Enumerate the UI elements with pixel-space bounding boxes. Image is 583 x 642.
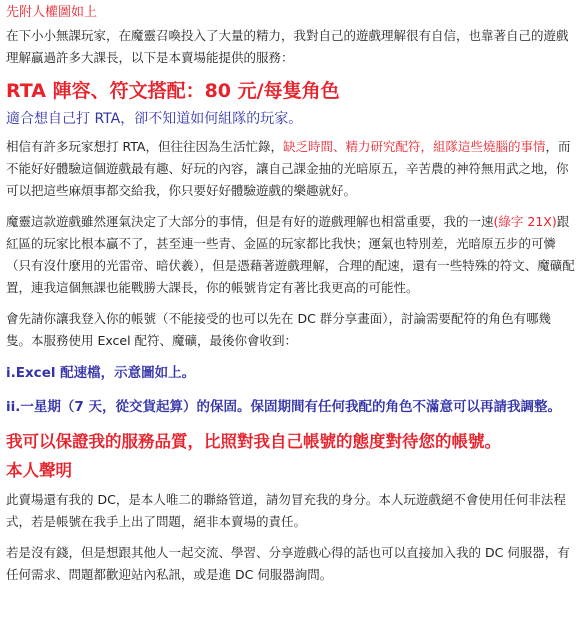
- declaration-title: 本人聲明: [6, 461, 72, 480]
- service-title: RTA 陣容、符文搭配：80 元/每隻角色: [6, 80, 340, 102]
- paragraph-time-a: 相信有許多玩家想打 RTA，但往往因為生活忙錄，: [6, 139, 283, 154]
- paragraph-time-highlight: 缺乏時間、精力研究配符，組隊這些燒腦的事情: [282, 139, 546, 154]
- paragraph-time-c: ，而不能好好體驗這個遊戲最有趣、好玩的內容，讓自己課金抽的光暗原五，辛苦農的神符無用武之地，你可以把這些麻煩事都交給我，你只要好好體驗遊戲的樂趣就好。: [6, 139, 571, 198]
- paragraph-time: [6, 136, 575, 202]
- deliverable-excel: i.Excel 配速檔，示意圖如上。: [6, 365, 196, 381]
- paragraph-skill: [6, 211, 575, 299]
- paragraph-skill-highlight: (綠字 21X): [493, 214, 557, 229]
- intro-paragraph: 在下小小無課玩家，在魔靈召喚投入了大量的精力，我對自己的遊戲理解很有自信，也靠著自己的遊戲理解贏過許多大課長，以下是本賣場能提供的服務：: [6, 28, 569, 65]
- deliverable-warranty: ii.一星期（7 天，從交貨起算）的保固。保固期間有任何我配的角色不滿意可以再請我調整。: [6, 399, 561, 415]
- paragraph-skill-a: 魔靈這款遊戲雖然運氣決定了大部分的事情，但是有好的遊戲理解也相當重要，我的一速: [6, 214, 494, 229]
- service-subtitle: 適合想自己打 RTA，卻不知道如何組隊的玩家。: [6, 111, 303, 127]
- permission-note: 先附人權圖如上: [6, 5, 98, 20]
- declaration-paragraph-1: 此賣場還有我的 DC，是本人唯二的聯絡管道，請勿冒充我的身分。本人玩遊戲絕不會使用任何非法程式，若是帳號在我手上出了問題，絕非本賣場的責任。: [6, 492, 566, 529]
- paragraph-process: 會先請你讓我登入你的帳號（不能接受的也可以先在 DC 群分享畫面），討論需要配符的角色有哪幾隻。本服務使用 Excel 配符、魔礦，最後你會收到：: [6, 311, 552, 348]
- quality-guarantee: 我可以保證我的服務品質，比照對我自己帳號的態度對待您的帳號。: [6, 432, 501, 451]
- declaration-paragraph-2: 若是沒有錢，但是想跟其他人一起交流、學習、分享遊戲心得的話也可以直接加入我的 DC 伺服器，有任何需求、問題都歡迎站內私訊，或是進 DC 伺服器詢問。: [6, 545, 570, 582]
- paragraph-skill-c: 跟紅區的玩家比根本贏不了，甚至連一些青、金區的玩家都比我快；運氣也特別差，光暗原五步的可憐（只有沒什麼用的光雷帝、暗伏羲），但是憑藉著遊戲理解，合理的配速，還有一些特殊的符文、魔礦配置，連我這個無課也能戰勝大課長，你的帳號肯定有著比我更高的可能性。: [6, 214, 575, 295]
